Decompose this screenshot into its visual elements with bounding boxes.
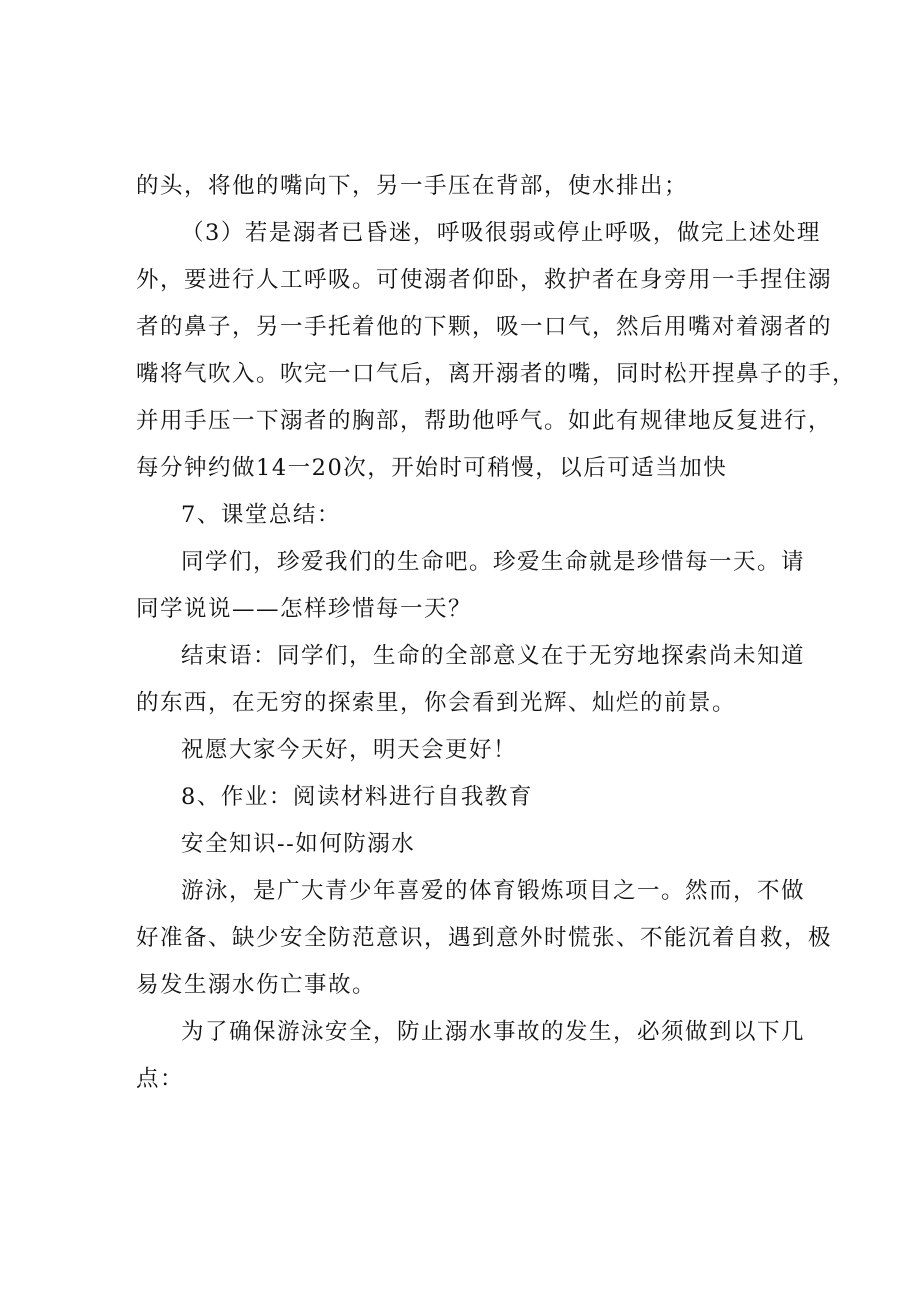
text-line-13: 祝愿大家今天好，明天会更好！ <box>181 737 518 763</box>
text-line-19: 为了确保游泳安全，防止溺水事故的发生，必须做到以下几 <box>181 1019 806 1045</box>
text-line-10: 同学说说——怎样珍惜每一天？ <box>136 596 473 622</box>
text-line-7: 每分钟约做14一20次，开始时可稍慢，以后可适当加快 <box>136 455 728 481</box>
text-line-6: 并用手压一下溺者的胸部，帮助他呼气。如此有规律地反复进行， <box>136 408 833 434</box>
text-line-1: 的头，将他的嘴向下，另一手压在背部，使水排出； <box>136 173 689 199</box>
section-heading-homework: 8、作业：阅读材料进行自我教育 <box>181 784 533 810</box>
text-line-3: 外，要进行人工呼吸。可使溺者仰卧，救护者在身旁用一手捏住溺 <box>136 267 833 293</box>
text-line-17: 好准备、缺少安全防范意识，遇到意外时慌张、不能沉着自救，极 <box>136 925 833 951</box>
subheading-safety: 安全知识--如何防溺水 <box>181 831 416 857</box>
document-body <box>136 163 857 1103</box>
text-line-5: 嘴将气吹入。吹完一口气后，离开溺者的嘴，同时松开捏鼻子的手， <box>136 361 857 387</box>
text-line-4: 者的鼻子，另一手托着他的下颗，吸一口气，然后用嘴对着溺者的 <box>136 314 833 340</box>
section-heading-summary: 7、课堂总结： <box>181 502 341 528</box>
text-line-16: 游泳，是广大青少年喜爱的体育锻炼项目之一。然而，不做 <box>181 878 806 904</box>
text-line-12: 的东西，在无穷的探索里，你会看到光辉、灿烂的前景。 <box>136 690 737 716</box>
text-line-20: 点： <box>136 1066 185 1092</box>
text-line-2: （3）若是溺者已昏迷，呼吸很弱或停止呼吸，做完上述处理 <box>181 220 821 246</box>
text-line-9: 同学们，珍爱我们的生命吧。珍爱生命就是珍惜每一天。请 <box>181 549 806 575</box>
text-line-18: 易发生溺水伤亡事故。 <box>136 972 377 998</box>
text-line-11: 结束语：同学们，生命的全部意义在于无穷地探索尚未知道 <box>181 643 806 669</box>
